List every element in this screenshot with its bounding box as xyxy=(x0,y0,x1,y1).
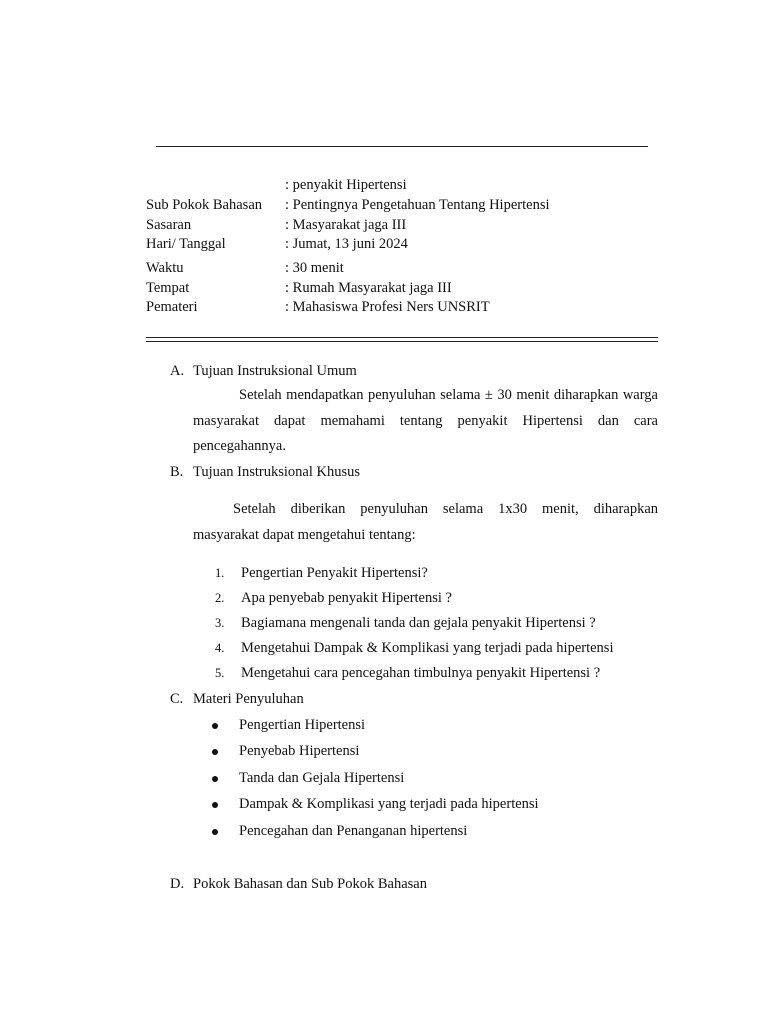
list-item: Mengetahui Dampak & Komplikasi yang terjadi pada hipertensi xyxy=(241,640,614,656)
section-a-paragraph-text: Setelah mendapatkan penyuluhan selama ± 30 menit diharapkan warga masyarakat dapat memahami tentang penyakit Hipertensi dan cara pencegahannya. xyxy=(193,387,658,454)
double-rule-lower xyxy=(146,341,658,342)
meta-value-sasaran: : Masyarakat jaga III xyxy=(285,217,407,233)
bullet-icon xyxy=(212,802,218,808)
section-d-title: Pokok Bahasan dan Sub Pokok Bahasan xyxy=(193,876,427,892)
list-item: Mengetahui cara pencegahan timbulnya penyakit Hipertensi ? xyxy=(241,665,601,681)
meta-label-sasaran: Sasaran xyxy=(146,217,192,233)
bullet-icon xyxy=(212,829,218,835)
meta-value-waktu: : 30 menit xyxy=(285,260,344,276)
bullet-icon xyxy=(212,749,218,755)
section-a-paragraph xyxy=(193,383,658,460)
section-b-title: Tujuan Instruksional Khusus xyxy=(193,464,361,480)
list-number: 3. xyxy=(215,616,225,630)
list-number: 2. xyxy=(215,591,225,605)
meta-label-tempat: Tempat xyxy=(146,280,190,296)
list-item: Penyebab Hipertensi xyxy=(239,743,360,759)
list-item: Dampak & Komplikasi yang terjadi pada hipertensi xyxy=(239,796,539,812)
meta-label-sub-pokok-bahasan: Sub Pokok Bahasan xyxy=(146,197,262,213)
meta-value-sub-pokok-bahasan: : Pentingnya Pengetahuan Tentang Hipertensi xyxy=(285,197,550,213)
list-item: Tanda dan Gejala Hipertensi xyxy=(239,770,405,786)
meta-value-tempat: : Rumah Masyarakat jaga III xyxy=(285,280,452,296)
top-rule xyxy=(156,146,648,147)
list-item: Pengertian Penyakit Hipertensi? xyxy=(241,565,428,581)
section-a-title: Tujuan Instruksional Umum xyxy=(193,363,357,379)
list-item: Pencegahan dan Penanganan hipertensi xyxy=(239,823,468,839)
list-number: 1. xyxy=(215,566,225,580)
section-b-paragraph xyxy=(193,497,658,548)
meta-label-pemateri: Pemateri xyxy=(146,299,198,315)
double-rule-upper xyxy=(146,337,658,338)
section-b-paragraph-text: Setelah diberikan penyuluhan selama 1x30 menit, diharapkan masyarakat dapat mengetahui tentang: xyxy=(193,501,658,543)
meta-value-pemateri: : Mahasiswa Profesi Ners UNSRIT xyxy=(285,299,490,315)
section-c-title: Materi Penyuluhan xyxy=(193,691,304,707)
meta-label-hari-tanggal: Hari/ Tanggal xyxy=(146,236,226,252)
section-d-letter: D. xyxy=(170,876,185,892)
bullet-icon xyxy=(212,776,218,782)
section-b-letter: B. xyxy=(170,464,184,480)
meta-label-waktu: Waktu xyxy=(146,260,184,276)
list-item: Bagiamana mengenali tanda dan gejala penyakit Hipertensi ? xyxy=(241,615,596,631)
section-a-letter: A. xyxy=(170,363,185,379)
meta-value-hari-tanggal: : Jumat, 13 juni 2024 xyxy=(285,236,408,252)
list-item: Apa penyebab penyakit Hipertensi ? xyxy=(241,590,452,606)
section-c-letter: C. xyxy=(170,691,184,707)
list-number: 5. xyxy=(215,666,225,680)
bullet-icon xyxy=(212,723,218,729)
list-item: Pengertian Hipertensi xyxy=(239,717,366,733)
topic-value: : penyakit Hipertensi xyxy=(285,177,407,193)
list-number: 4. xyxy=(215,641,225,655)
